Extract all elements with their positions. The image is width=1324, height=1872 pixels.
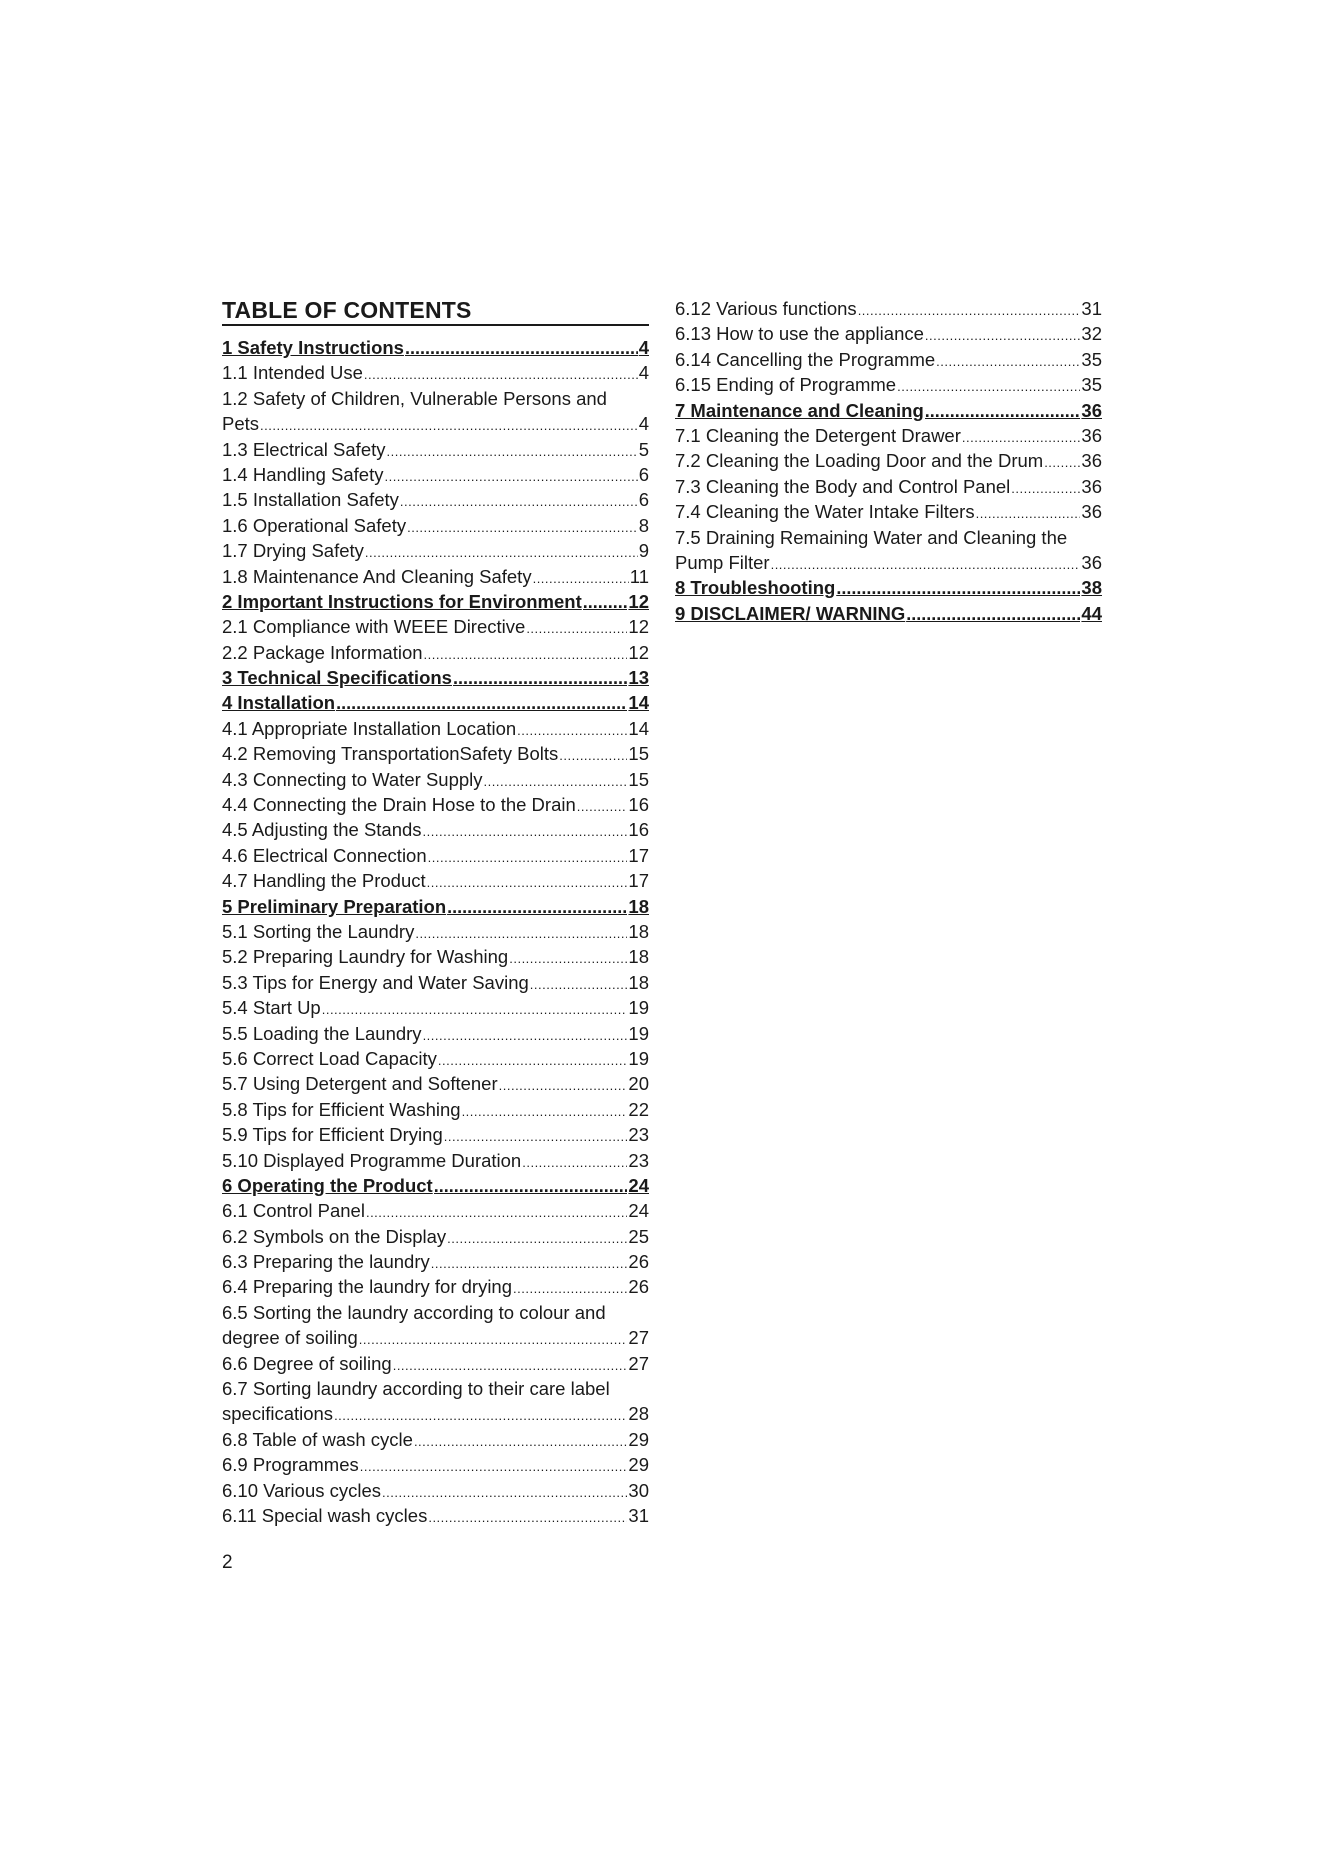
toc-entry[interactable] [222, 462, 649, 487]
toc-page-number: 35 [1081, 348, 1102, 370]
toc-dot-leader [513, 1276, 627, 1299]
toc-entry[interactable] [222, 1046, 649, 1071]
toc-dot-leader [334, 1403, 627, 1426]
toc-dot-leader [428, 845, 628, 868]
toc-entry[interactable] [222, 792, 649, 817]
toc-entry-title: 5.8 Tips for Efficient Washing [222, 1098, 461, 1120]
toc-page-number: 23 [628, 1124, 649, 1146]
toc-dot-leader [577, 794, 628, 817]
toc-dot-leader [462, 1099, 628, 1122]
toc-section-entry[interactable] [222, 894, 649, 919]
toc-entry-title: 1.8 Maintenance And Cleaning Safety [222, 565, 532, 587]
toc-entry[interactable] [222, 995, 649, 1020]
toc-dot-leader [530, 972, 628, 995]
toc-entry[interactable] [222, 513, 649, 538]
toc-page-number: 4 [638, 362, 649, 384]
toc-page-number: 18 [628, 971, 649, 993]
toc-entry-title: 6.9 Programmes [222, 1454, 359, 1476]
toc-entry[interactable] [222, 1148, 649, 1173]
toc-entry[interactable] [222, 538, 649, 563]
toc-entry-title: 5.2 Preparing Laundry for Washing [222, 946, 509, 968]
toc-entry-title: 6.13 How to use the appliance [675, 323, 924, 345]
toc-dot-leader [428, 1505, 627, 1528]
toc-entry-title: 5 Preliminary Preparation [222, 895, 447, 917]
toc-entry[interactable] [222, 1097, 649, 1122]
toc-dot-leader [414, 1429, 627, 1452]
toc-page-number: 17 [628, 844, 649, 866]
toc-page-number: 13 [628, 667, 649, 689]
toc-entry-title: 5.5 Loading the Laundry [222, 1022, 422, 1044]
toc-entry-title: 6 Operating the Product [222, 1174, 433, 1196]
toc-page-number: 35 [1081, 374, 1102, 396]
toc-page-number: 19 [628, 997, 649, 1019]
toc-dot-leader [431, 1251, 628, 1274]
toc-section-entry[interactable] [222, 690, 649, 715]
toc-entry-title: 7.1 Cleaning the Detergent Drawer [675, 424, 961, 446]
toc-entry-title: 6.2 Symbols on the Display [222, 1225, 447, 1247]
toc-entry-title: 6.4 Preparing the laundry for drying [222, 1276, 513, 1298]
toc-entry[interactable] [222, 767, 649, 792]
toc-entry[interactable] [675, 321, 1102, 346]
toc-entry[interactable] [222, 360, 649, 385]
toc-dot-leader [360, 1454, 628, 1477]
toc-title: TABLE OF CONTENTS [222, 296, 649, 326]
toc-dot-leader [364, 362, 638, 385]
toc-page-number: 14 [628, 717, 649, 739]
toc-entry[interactable] [222, 817, 649, 842]
toc-entry-title: 6.15 Ending of Programme [675, 374, 897, 396]
toc-dot-leader [382, 1480, 627, 1503]
toc-dot-leader [365, 540, 638, 563]
toc-page-number: 29 [628, 1454, 649, 1476]
toc-dot-leader [447, 895, 627, 919]
toc-page-number: 12 [628, 590, 649, 612]
toc-entry-title-line: 6.7 Sorting laundry according to their care label [222, 1378, 610, 1400]
toc-entry-title: 1.3 Electrical Safety [222, 438, 386, 460]
toc-page-number: 6 [638, 489, 649, 511]
toc-dot-leader [962, 425, 1081, 448]
toc-entry-title: 7.4 Cleaning the Water Intake Filters [675, 501, 975, 523]
toc-page-number: 12 [628, 641, 649, 663]
toc-entry-title: 6.10 Various cycles [222, 1479, 382, 1501]
toc-page-number: 15 [628, 768, 649, 790]
toc-dot-leader [434, 1174, 628, 1198]
toc-entry-title: 1.5 Installation Safety [222, 489, 399, 511]
toc-entry-title: 5.1 Sorting the Laundry [222, 920, 415, 942]
toc-dot-leader [322, 997, 628, 1020]
toc-entry-title: 9 DISCLAIMER/ WARNING [675, 602, 906, 624]
toc-dot-leader [771, 552, 1081, 575]
toc-entry[interactable] [675, 499, 1102, 524]
toc-page-number: 18 [628, 920, 649, 942]
toc-section-entry[interactable] [222, 589, 649, 614]
toc-entry[interactable] [222, 1452, 649, 1477]
toc-page-number: 8 [638, 514, 649, 536]
toc-section-entry[interactable] [222, 665, 649, 690]
toc-entry[interactable] [222, 1503, 649, 1528]
toc-dot-leader [260, 413, 638, 436]
toc-section-entry[interactable] [222, 335, 649, 360]
toc-page-number: 25 [628, 1225, 649, 1247]
toc-page-number: 16 [628, 819, 649, 841]
toc-page-number: 31 [628, 1504, 649, 1526]
toc-page-number: 30 [628, 1479, 649, 1501]
toc-entry-title: 3 Technical Specifications [222, 667, 452, 689]
toc-entry[interactable] [675, 372, 1102, 397]
toc-entry[interactable] [222, 1401, 649, 1426]
toc-page-number: 26 [628, 1251, 649, 1273]
toc-entry-title: 6.1 Control Panel [222, 1200, 365, 1222]
toc-entry[interactable] [222, 1122, 649, 1147]
toc-entry[interactable] [222, 970, 649, 995]
toc-entry[interactable] [222, 843, 649, 868]
toc-entry-title: 1.1 Intended Use [222, 362, 363, 384]
toc-page-number: 36 [1081, 450, 1102, 472]
toc-dot-leader [359, 1327, 628, 1350]
toc-entry-title: 4.1 Appropriate Installation Location [222, 717, 517, 739]
toc-dot-leader [484, 769, 628, 792]
toc-dot-leader [438, 1048, 628, 1071]
toc-entry-title-line: 7.5 Draining Remaining Water and Cleaning the [675, 526, 1068, 548]
toc-dot-leader [427, 870, 628, 893]
toc-page-number: 12 [628, 616, 649, 638]
toc-dot-leader [423, 1023, 628, 1046]
toc-entry[interactable] [222, 1224, 649, 1249]
toc-dot-leader [366, 1200, 627, 1223]
toc-page-number: 4 [638, 413, 649, 435]
toc-entry-title: 5.3 Tips for Energy and Water Saving [222, 971, 529, 993]
toc-page-number: 9 [638, 540, 649, 562]
toc-entry-title: 6.6 Degree of soiling [222, 1352, 392, 1374]
toc-entry[interactable] [222, 1249, 649, 1274]
toc-entry[interactable] [675, 448, 1102, 473]
toc-entry-title: 2.1 Compliance with WEEE Directive [222, 616, 526, 638]
toc-entry[interactable] [222, 1021, 649, 1046]
toc-page-number: 18 [628, 946, 649, 968]
toc-dot-leader [415, 921, 627, 944]
toc-left-entries [222, 335, 649, 1528]
toc-page-number: 19 [628, 1047, 649, 1069]
toc-entry[interactable] [222, 640, 649, 665]
toc-entry[interactable] [222, 437, 649, 462]
toc-entry-title: specifications [222, 1403, 334, 1425]
toc-entry-title: 1.7 Drying Safety [222, 540, 364, 562]
toc-page-number: 29 [628, 1428, 649, 1450]
toc-dot-leader [1011, 476, 1080, 499]
toc-right-entries [675, 296, 1102, 626]
toc-dot-leader [400, 489, 638, 512]
toc-entry-title: 4 Installation [222, 692, 336, 714]
toc-dot-leader [858, 298, 1081, 321]
toc-dot-leader [405, 336, 638, 360]
toc-section-entry[interactable] [675, 575, 1102, 600]
toc-entry-title: 7.2 Cleaning the Loading Door and the Drum [675, 450, 1044, 472]
toc-dot-leader [559, 743, 627, 766]
toc-page-number: 32 [1081, 323, 1102, 345]
toc-page-number: 36 [1081, 399, 1102, 421]
toc-section-entry[interactable] [675, 601, 1102, 626]
toc-dot-leader [533, 566, 629, 589]
toc-page-number: 17 [628, 870, 649, 892]
toc-dot-leader [444, 1124, 628, 1147]
toc-page-number: 6 [638, 463, 649, 485]
toc-entry[interactable] [222, 487, 649, 512]
toc-entry-title: 4.2 Removing TransportationSafety Bolts [222, 743, 559, 765]
toc-dot-leader [423, 819, 628, 842]
toc-page-number: 26 [628, 1276, 649, 1298]
toc-dot-leader [526, 616, 627, 639]
toc-page-number: 14 [628, 692, 649, 714]
toc-entry-title: 5.9 Tips for Efficient Drying [222, 1124, 443, 1146]
toc-dot-leader [384, 464, 637, 487]
toc-dot-leader [517, 718, 627, 741]
toc-entry-title: 1.4 Handling Safety [222, 463, 384, 485]
toc-dot-leader [583, 590, 628, 614]
toc-entry-title: 1 Safety Instructions [222, 337, 404, 358]
toc-entry[interactable] [222, 1351, 649, 1376]
toc-entry[interactable] [675, 296, 1102, 321]
toc-entry-title-line: 1.2 Safety of Children, Vulnerable Persons and [222, 387, 607, 409]
toc-entry-title: 5.4 Start Up [222, 997, 321, 1019]
toc-entry[interactable] [222, 741, 649, 766]
page-number: 2 [222, 1552, 233, 1573]
toc-entry-title: 4.6 Electrical Connection [222, 844, 427, 866]
toc-page-number: 15 [628, 743, 649, 765]
toc-entry[interactable] [222, 1427, 649, 1452]
toc-dot-leader [836, 576, 1080, 600]
toc-entry-title: 6.14 Cancelling the Programme [675, 348, 936, 370]
toc-dot-leader [906, 602, 1080, 626]
toc-entry[interactable] [675, 550, 1102, 575]
toc-dot-leader [407, 515, 638, 538]
toc-entry-title: Pets [222, 413, 260, 435]
toc-page-number: 28 [628, 1403, 649, 1425]
toc-entry-title: 2 Important Instructions for Environment [222, 590, 582, 612]
toc-entry[interactable] [222, 716, 649, 741]
toc-entry[interactable] [222, 1478, 649, 1503]
toc-entry-title: 6.11 Special wash cycles [222, 1504, 428, 1526]
toc-dot-leader [522, 1150, 627, 1173]
toc-page-number: 38 [1081, 577, 1102, 599]
toc-page-number: 44 [1081, 602, 1102, 624]
toc-entry[interactable] [675, 423, 1102, 448]
toc-page-number: 36 [1081, 475, 1102, 497]
toc-entry[interactable] [222, 868, 649, 893]
toc-page-number: 36 [1081, 551, 1102, 573]
toc-entry-title: 6.12 Various functions [675, 298, 857, 319]
toc-page-number: 27 [628, 1327, 649, 1349]
toc-entry[interactable] [222, 564, 649, 589]
toc-dot-leader [499, 1073, 628, 1096]
toc-entry-title: 4.5 Adjusting the Stands [222, 819, 422, 841]
toc-entry-title: 6.3 Preparing the laundry [222, 1251, 430, 1273]
toc-entry-title: 7 Maintenance and Cleaning [675, 399, 924, 421]
toc-page-number: 4 [638, 337, 649, 358]
toc-page-number: 36 [1081, 424, 1102, 446]
toc-entry[interactable] [675, 474, 1102, 499]
toc-dot-leader [925, 399, 1081, 423]
toc-page-number: 31 [1081, 298, 1102, 319]
toc-entry-title-line: 6.5 Sorting the laundry according to colour and [222, 1301, 606, 1323]
toc-section-entry[interactable] [675, 398, 1102, 423]
toc-page-number: 23 [628, 1149, 649, 1171]
toc-dot-leader [447, 1226, 627, 1249]
toc-entry[interactable] [222, 1325, 649, 1350]
toc-entry-title: 4.3 Connecting to Water Supply [222, 768, 483, 790]
toc-entry-title: 5.6 Correct Load Capacity [222, 1047, 437, 1069]
toc-page-number: 19 [628, 1022, 649, 1044]
toc-entry[interactable] [222, 944, 649, 969]
toc-entry-title: 6.8 Table of wash cycle [222, 1428, 413, 1450]
toc-dot-leader [387, 439, 638, 462]
toc-page-number: 11 [629, 565, 649, 587]
toc-page-number: 24 [628, 1200, 649, 1222]
toc-entry[interactable] [675, 347, 1102, 372]
toc-dot-leader [936, 349, 1080, 372]
toc-entry-title: 1.6 Operational Safety [222, 514, 407, 536]
toc-dot-leader [509, 946, 627, 969]
toc-entry[interactable] [222, 1071, 649, 1096]
toc-entry-title: 2.2 Package Information [222, 641, 423, 663]
toc-page-number: 24 [628, 1174, 649, 1196]
toc-dot-leader [453, 666, 627, 690]
toc-dot-leader [1044, 450, 1080, 473]
toc-page-number: 18 [628, 895, 649, 917]
toc-entry-title: 4.4 Connecting the Drain Hose to the Drain [222, 794, 576, 816]
toc-entry[interactable] [222, 1274, 649, 1299]
toc-entry-title: Pump Filter [675, 551, 770, 573]
toc-entry[interactable] [222, 1198, 649, 1223]
toc-dot-leader [393, 1353, 628, 1376]
toc-entry-title: 4.7 Handling the Product [222, 870, 426, 892]
toc-dot-leader [424, 642, 628, 665]
toc-entry-title: degree of soiling [222, 1327, 358, 1349]
toc-entry-title: 8 Troubleshooting [675, 577, 836, 599]
toc-entry-title: 5.10 Displayed Programme Duration [222, 1149, 522, 1171]
toc-entry-title: 7.3 Cleaning the Body and Control Panel [675, 475, 1011, 497]
toc-page-number: 5 [638, 438, 649, 460]
toc-section-entry[interactable] [222, 1173, 649, 1198]
toc-dot-leader [976, 501, 1081, 524]
toc-entry[interactable] [222, 411, 649, 436]
toc-page-number: 36 [1081, 501, 1102, 523]
toc-entry-title: 5.7 Using Detergent and Softener [222, 1073, 498, 1095]
toc-page-number: 27 [628, 1352, 649, 1374]
toc-entry[interactable] [222, 919, 649, 944]
toc-dot-leader [897, 374, 1080, 397]
toc-dot-leader [336, 691, 627, 715]
toc-page-number: 22 [628, 1098, 649, 1120]
toc-page-number: 16 [628, 794, 649, 816]
toc-entry[interactable] [222, 614, 649, 639]
toc-dot-leader [925, 323, 1081, 346]
toc-page-number: 20 [628, 1073, 649, 1095]
